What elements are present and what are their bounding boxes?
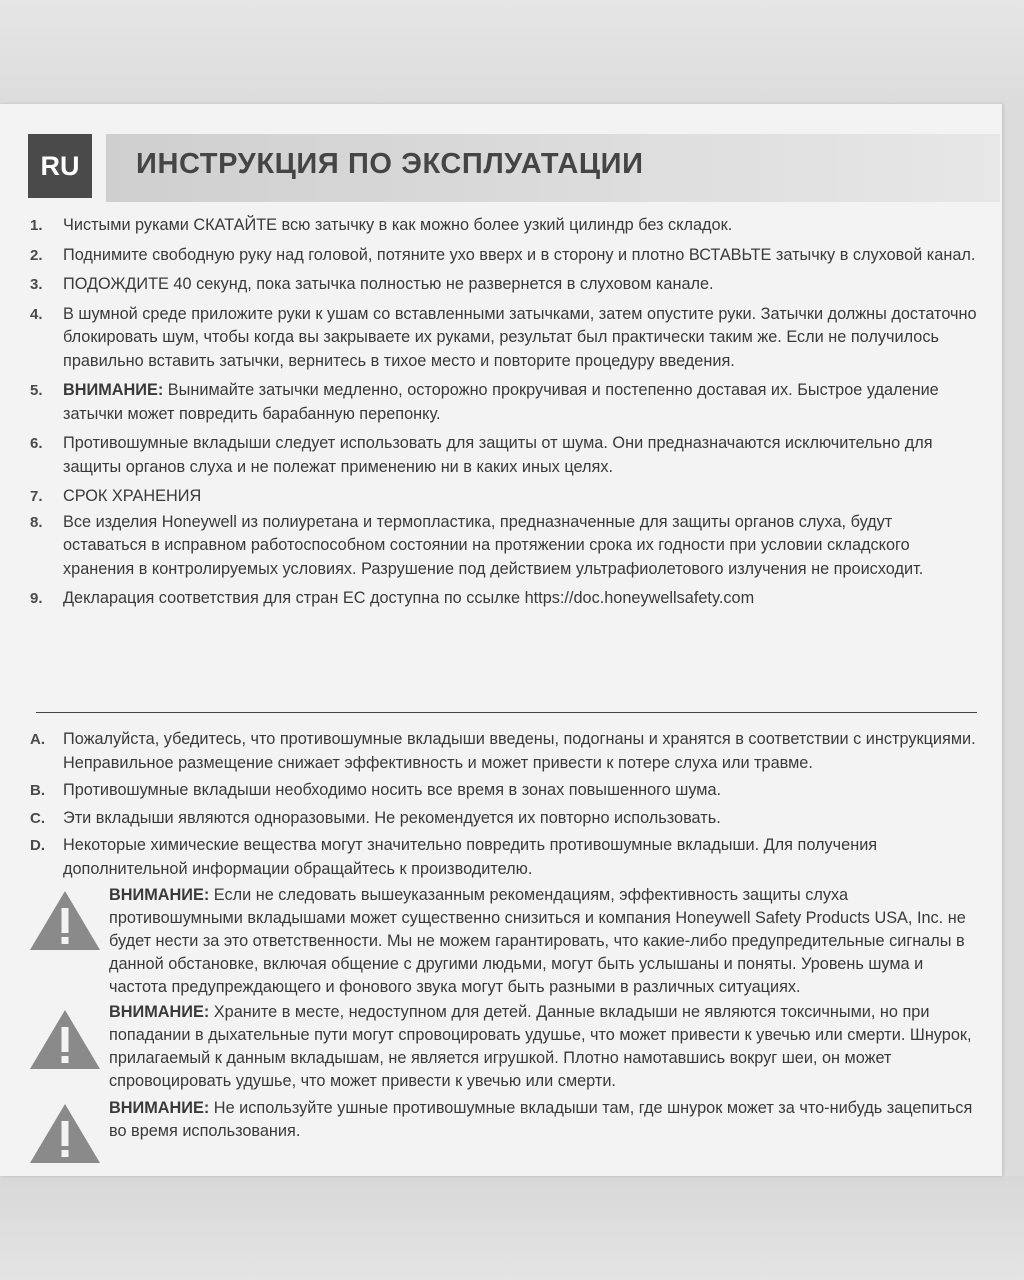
warning-body: Храните в месте, недоступном для детей. Данные вкладыши не являются токсичными, но при попадании в дыхательные пути могут спровоцировать удушье, что может привести к увечью или смерти. Шнурок, прилагаемый к данным вкладышам, не является игрушкой. Плотно намотавшись вокруг шеи, он может спровоцировать удушье, что может привести к увечью или смерти. bbox=[109, 1003, 972, 1090]
warning-body: Если не следовать вышеуказанным рекомендациям, эффективность защиты слуха противошумными вкладышами может существенно снизиться и компания Honeywell Safety Products USA, Inc. не будет нести за это ответственности. Мы не можем гарантировать, что какие-либо предупредительные сигналы в данной обстановке, включая общение с другими людьми, могут быть услышаны и поняты. Уровень шума и частота предупреждающего и фонового звука могут быть разными в различных ситуациях. bbox=[109, 886, 966, 996]
step-text: Чистыми руками СКАТАЙТЕ всю затычку в как можно более узкий цилиндр без складок. bbox=[63, 216, 733, 234]
step-number: 6. bbox=[30, 435, 43, 452]
background-bottom bbox=[0, 1176, 1024, 1280]
note-item bbox=[30, 779, 980, 803]
step-text: Декларация соответствия для стран ЕС доступна по ссылке https://doc.honeywellsafety.com bbox=[63, 589, 755, 607]
step-item bbox=[30, 485, 980, 509]
instruction-steps bbox=[30, 214, 980, 617]
warning-label: ВНИМАНИЕ: bbox=[109, 1099, 210, 1117]
step-number: 2. bbox=[30, 246, 43, 264]
background-top bbox=[0, 0, 1024, 104]
step-text: Поднимите свободную руку над головой, потяните ухо вверх и в сторону и плотно ВСТАВЬТЕ затычку в слуховой канал. bbox=[63, 245, 976, 264]
step-text: ПОДОЖДИТЕ 40 секунд, пока затычка полностью не развернется в слуховом канале. bbox=[63, 275, 714, 293]
note-text: Пожалуйста, убедитесь, что противошумные вкладыши введены, подогнаны и хранятся в соответствии с инструкциями. Неправильное размещение снижает эффективность и может привести к потере слуха или травме. bbox=[63, 730, 976, 772]
note-text: Эти вкладыши являются одноразовыми. Не рекомендуется их повторно использовать. bbox=[63, 808, 721, 827]
warning-text bbox=[109, 884, 983, 999]
step-item bbox=[30, 379, 980, 426]
warning-triangle-icon bbox=[28, 1102, 102, 1166]
step-text: Все изделия Honeywell из полиуретана и термопластика, предназначенные для защиты органов слуха, будут оставаться в исправном работоспособном состоянии на протяжении срока их годности при условии складского хранения в контролируемых условиях. Разрушение под действием ультрафиолетового излучения не происходит. bbox=[63, 512, 924, 578]
notes-list bbox=[30, 728, 980, 885]
step-text: В шумной среде приложите руки к ушам со вставленными затычками, затем опустите руки. Затычки должны достаточно блокировать шум, чтобы когда вы закрываете их руками, результат был практически таким же. Если не получилось правильно вставить затычки, вернитесь в тихое место и повторите процедуру введения. bbox=[63, 304, 977, 370]
instruction-sheet bbox=[0, 104, 1002, 1176]
warning-triangle-icon bbox=[28, 889, 102, 953]
note-letter: D. bbox=[30, 837, 45, 854]
step-number: 1. bbox=[30, 217, 43, 234]
step-item bbox=[30, 303, 980, 374]
note-text: Противошумные вкладыши необходимо носить все время в зонах повышенного шума. bbox=[63, 781, 722, 799]
step-item bbox=[30, 244, 980, 268]
note-letter: C. bbox=[30, 809, 45, 827]
warning-triangle-icon bbox=[28, 1008, 102, 1072]
warning-body: Не используйте ушные противошумные вкладыши там, где шнурок может за что-нибудь зацепиться во время использования. bbox=[109, 1099, 973, 1140]
note-letter: A. bbox=[30, 731, 45, 748]
step-number: 7. bbox=[30, 488, 43, 505]
step-number: 5. bbox=[30, 382, 43, 399]
step-text bbox=[63, 379, 980, 426]
warning-text bbox=[109, 1097, 983, 1143]
step-item bbox=[30, 587, 980, 611]
page-title: ИНСТРУКЦИЯ ПО ЭКСПЛУАТАЦИИ bbox=[136, 148, 644, 180]
step-number: 4. bbox=[30, 305, 43, 323]
step-item bbox=[30, 511, 980, 582]
step-number: 8. bbox=[30, 513, 43, 531]
note-item bbox=[30, 834, 980, 881]
note-item bbox=[30, 807, 980, 831]
warning-label: ВНИМАНИЕ: bbox=[109, 1003, 210, 1021]
step-item bbox=[30, 432, 980, 479]
step-text: Противошумные вкладыши следует использовать для защиты от шума. Они предназначаются исключительно для защиты органов слуха и не полежат применению ни в каких иных целях. bbox=[63, 434, 933, 476]
note-text: Некоторые химические вещества могут значительно повредить противошумные вкладыши. Для получения дополнительной информации обращайтесь к производителю. bbox=[63, 836, 878, 878]
warning-label: ВНИМАНИЕ: bbox=[109, 886, 210, 904]
note-item bbox=[30, 728, 980, 775]
title-band bbox=[106, 134, 1000, 202]
step-number: 3. bbox=[30, 276, 43, 293]
note-letter: B. bbox=[30, 782, 45, 799]
step-item bbox=[30, 214, 980, 238]
step-number: 9. bbox=[30, 590, 43, 607]
step-text: СРОК ХРАНЕНИЯ bbox=[63, 487, 202, 505]
warning-text bbox=[109, 1001, 983, 1093]
step-text-body: Вынимайте затычки медленно, осторожно прокручивая и постепенно доставая их. Быстрое удаление затычки может повредить барабанную перепонку. bbox=[63, 381, 939, 423]
language-badge: RU bbox=[28, 134, 92, 198]
attention-label: ВНИМАНИЕ: bbox=[63, 381, 164, 399]
step-item bbox=[30, 273, 980, 297]
section-divider bbox=[36, 712, 977, 713]
